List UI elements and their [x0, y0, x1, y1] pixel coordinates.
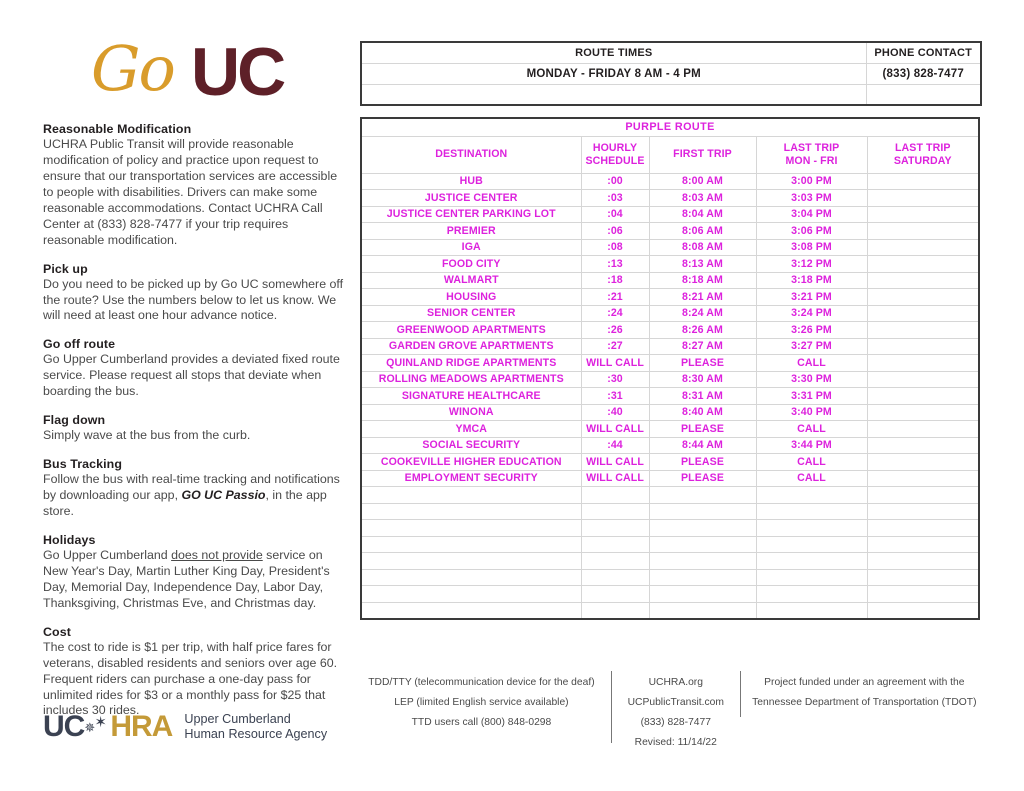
cell-last-trip-mon-fri: 3:08 PM [756, 239, 867, 256]
column-header-last-trip-saturday: LAST TRIP SATURDAY [867, 136, 979, 173]
empty-cell [756, 586, 867, 603]
cell-first-trip: 8:24 AM [649, 305, 756, 322]
star-icon-small: ✵ [84, 720, 96, 736]
cell-first-trip: PLEASE [649, 454, 756, 471]
empty-cell [361, 520, 581, 537]
empty-cell [649, 503, 756, 520]
cell-last-trip-saturday [867, 421, 979, 438]
footer-line: LEP (limited English service available) [394, 697, 569, 709]
empty-cell [361, 536, 581, 553]
route-times-value: MONDAY - FRIDAY 8 AM - 4 PM [361, 63, 866, 84]
footer [360, 671, 980, 753]
cell-destination: SIGNATURE HEALTHCARE [361, 388, 581, 405]
cell-destination: WINONA [361, 404, 581, 421]
purple-route-title: PURPLE ROUTE [361, 118, 979, 136]
footer-line: TDD/TTY (telecommunication device for the deaf) [368, 677, 595, 688]
cell-destination: SOCIAL SECURITY [361, 437, 581, 454]
cell-hourly-schedule: :27 [581, 338, 649, 355]
section-bus-tracking [43, 457, 345, 520]
cell-hourly-schedule: :18 [581, 272, 649, 289]
cell-first-trip: 8:00 AM [649, 173, 756, 190]
schedule-column [360, 41, 980, 620]
cell-first-trip: 8:27 AM [649, 338, 756, 355]
holidays-text-post: service on New Year's Day, Martin Luther King Day, President's Day, Memorial Day, Independence Day, Labor Day, Thanksgiving, Christmas Eve, and Christmas day. [43, 547, 330, 610]
cell-destination: PREMIER [361, 223, 581, 240]
cell-last-trip-saturday [867, 470, 979, 487]
table-row-empty [361, 569, 979, 586]
cell-last-trip-saturday [867, 173, 979, 190]
empty-cell [649, 586, 756, 603]
section-body [43, 548, 345, 612]
section-heading: Pick up [43, 261, 88, 276]
cell-last-trip-saturday [867, 223, 979, 240]
cell-hourly-schedule: WILL CALL [581, 470, 649, 487]
table-row [361, 190, 979, 207]
table-row [361, 454, 979, 471]
column-header-hourly-schedule: HOURLY SCHEDULE [581, 136, 649, 173]
cell-last-trip-mon-fri: CALL [756, 355, 867, 372]
star-icon [84, 714, 110, 740]
section-holidays [43, 533, 345, 612]
table-row-empty [361, 520, 979, 537]
cell-destination: QUINLAND RIDGE APARTMENTS [361, 355, 581, 372]
cell-destination: JUSTICE CENTER PARKING LOT [361, 206, 581, 223]
cell-first-trip: PLEASE [649, 421, 756, 438]
cell-first-trip: 8:03 AM [649, 190, 756, 207]
empty-cell [866, 84, 981, 105]
footer-line: Tennessee Department of Transportation (TDOT) [752, 697, 977, 709]
empty-cell [756, 487, 867, 504]
cell-first-trip: 8:04 AM [649, 206, 756, 223]
footer-phone: (833) 828-7477 [640, 717, 711, 729]
cell-hourly-schedule: :08 [581, 239, 649, 256]
cell-destination: ROLLING MEADOWS APARTMENTS [361, 371, 581, 388]
table-row [361, 404, 979, 421]
column-header-first-trip: FIRST TRIP [649, 136, 756, 173]
cell-first-trip: 8:13 AM [649, 256, 756, 273]
cell-first-trip: 8:30 AM [649, 371, 756, 388]
purple-route-schedule-table [360, 117, 980, 620]
cell-last-trip-mon-fri: 3:31 PM [756, 388, 867, 405]
cell-first-trip: 8:40 AM [649, 404, 756, 421]
empty-cell [756, 536, 867, 553]
cell-last-trip-saturday [867, 322, 979, 339]
table-row [361, 437, 979, 454]
footer-divider [611, 671, 612, 743]
table-row [361, 173, 979, 190]
empty-cell [867, 503, 979, 520]
cell-last-trip-mon-fri: 3:18 PM [756, 272, 867, 289]
cell-first-trip: 8:18 AM [649, 272, 756, 289]
cell-destination: JUSTICE CENTER [361, 190, 581, 207]
cell-hourly-schedule: WILL CALL [581, 454, 649, 471]
empty-cell [361, 503, 581, 520]
cell-destination: SENIOR CENTER [361, 305, 581, 322]
cell-last-trip-mon-fri: 3:30 PM [756, 371, 867, 388]
empty-cell [581, 503, 649, 520]
phone-contact-label: PHONE CONTACT [866, 42, 981, 63]
cell-last-trip-saturday [867, 289, 979, 306]
table-row [361, 305, 979, 322]
cell-hourly-schedule: WILL CALL [581, 355, 649, 372]
table-row [361, 272, 979, 289]
uchra-logo [43, 712, 327, 742]
cell-last-trip-mon-fri: 3:26 PM [756, 322, 867, 339]
table-row-empty [361, 503, 979, 520]
cell-last-trip-saturday [867, 338, 979, 355]
cell-last-trip-mon-fri: 3:04 PM [756, 206, 867, 223]
agency-line-1: Upper Cumberland [184, 712, 291, 726]
section-pick-up [43, 262, 345, 325]
go-uc-logo-uc-text: UC [191, 34, 284, 110]
cell-hourly-schedule: :03 [581, 190, 649, 207]
cell-last-trip-saturday [867, 206, 979, 223]
bus-tracking-text-pre: Follow the bus with real-time tracking and notifications by downloading our app, [43, 472, 340, 503]
cell-last-trip-saturday [867, 190, 979, 207]
cell-last-trip-mon-fri: CALL [756, 421, 867, 438]
footer-website-ucpublictransit: UCPublicTransit.com [627, 697, 724, 709]
uchra-logo-hra-text: HRA [110, 710, 173, 744]
table-row [361, 421, 979, 438]
go-uc-logo-go-text: Go [91, 32, 174, 105]
empty-cell [361, 487, 581, 504]
section-cost [43, 625, 345, 720]
empty-cell [581, 602, 649, 619]
cell-last-trip-mon-fri: 3:00 PM [756, 173, 867, 190]
cell-hourly-schedule: :06 [581, 223, 649, 240]
empty-cell [756, 602, 867, 619]
table-row-empty [361, 536, 979, 553]
table-row [361, 239, 979, 256]
star-icon-large: ✶ [94, 714, 107, 732]
agency-line-2: Human Resource Agency [184, 727, 328, 742]
column-header-last-trip-mon-fri: LAST TRIP MON - FRI [756, 136, 867, 173]
cell-first-trip: 8:06 AM [649, 223, 756, 240]
footer-line: TTD users call (800) 848-0298 [411, 717, 552, 729]
section-body [43, 472, 345, 520]
empty-cell [361, 602, 581, 619]
cell-hourly-schedule: :30 [581, 371, 649, 388]
footer-divider [740, 671, 741, 717]
table-row-empty [361, 602, 979, 619]
cell-hourly-schedule: :40 [581, 404, 649, 421]
holidays-underlined-phrase: does not provide [171, 547, 263, 562]
table-row [361, 371, 979, 388]
empty-cell [649, 487, 756, 504]
footer-line: Project funded under an agreement with the [764, 677, 965, 688]
section-go-off-route [43, 337, 345, 400]
cell-first-trip: 8:26 AM [649, 322, 756, 339]
empty-cell [756, 569, 867, 586]
table-row [361, 338, 979, 355]
section-heading: Cost [43, 624, 71, 639]
empty-cell [649, 602, 756, 619]
uchra-logo-uc-text: UC [43, 710, 85, 744]
empty-cell [649, 553, 756, 570]
table-row [361, 388, 979, 405]
table-row-header [361, 136, 979, 173]
empty-cell [756, 503, 867, 520]
cell-last-trip-mon-fri: 3:12 PM [756, 256, 867, 273]
bus-tracking-text-post: , in the app store. [43, 488, 327, 518]
table-row-empty [361, 553, 979, 570]
column-header-destination: DESTINATION [361, 136, 581, 173]
section-reasonable-modification [43, 122, 345, 249]
empty-cell [867, 602, 979, 619]
section-heading: Holidays [43, 532, 96, 547]
cell-last-trip-saturday [867, 388, 979, 405]
app-name-emphasis: GO UC Passio [181, 488, 266, 503]
cell-last-trip-saturday [867, 305, 979, 322]
empty-cell [649, 569, 756, 586]
footer-funding-notice [749, 671, 980, 713]
table-row [361, 42, 981, 63]
cell-last-trip-saturday [867, 437, 979, 454]
section-heading: Flag down [43, 413, 106, 428]
cell-destination: IGA [361, 239, 581, 256]
cell-last-trip-mon-fri: CALL [756, 454, 867, 471]
cell-hourly-schedule: :21 [581, 289, 649, 306]
cell-destination: FOOD CITY [361, 256, 581, 273]
cell-destination: COOKEVILLE HIGHER EDUCATION [361, 454, 581, 471]
section-heading: Bus Tracking [43, 457, 123, 472]
empty-cell [649, 520, 756, 537]
table-row [361, 256, 979, 273]
empty-cell [867, 569, 979, 586]
cell-last-trip-mon-fri: 3:27 PM [756, 338, 867, 355]
cell-last-trip-saturday [867, 355, 979, 372]
section-body: Simply wave at the bus from the curb. [43, 428, 251, 443]
empty-cell [581, 536, 649, 553]
table-row [361, 322, 979, 339]
cell-destination: HUB [361, 173, 581, 190]
cell-destination: WALMART [361, 272, 581, 289]
cell-hourly-schedule: :31 [581, 388, 649, 405]
phone-contact-value: (833) 828-7477 [866, 63, 981, 84]
cell-last-trip-mon-fri: CALL [756, 470, 867, 487]
cell-destination: GARDEN GROVE APARTMENTS [361, 338, 581, 355]
cell-last-trip-mon-fri: 3:06 PM [756, 223, 867, 240]
cell-hourly-schedule: :26 [581, 322, 649, 339]
cell-destination: YMCA [361, 421, 581, 438]
uchra-logo-agency-name [184, 712, 327, 742]
cell-last-trip-saturday [867, 454, 979, 471]
cell-first-trip: 8:08 AM [649, 239, 756, 256]
empty-cell [581, 520, 649, 537]
footer-website-uchra: UCHRA.org [648, 677, 703, 688]
section-heading: Reasonable Modification [43, 122, 192, 136]
table-row [361, 355, 979, 372]
empty-cell [867, 553, 979, 570]
section-body: Go Upper Cumberland provides a deviated fixed route service. Please request all stops that deviate when boarding the bus. [43, 352, 340, 399]
empty-cell [867, 586, 979, 603]
cell-first-trip: 8:21 AM [649, 289, 756, 306]
cell-last-trip-mon-fri: 3:03 PM [756, 190, 867, 207]
cell-hourly-schedule: :24 [581, 305, 649, 322]
cell-last-trip-saturday [867, 371, 979, 388]
route-times-header-table [360, 41, 982, 106]
table-row [361, 63, 981, 84]
cell-last-trip-saturday [867, 239, 979, 256]
empty-cell [581, 487, 649, 504]
cell-first-trip: 8:44 AM [649, 437, 756, 454]
cell-last-trip-saturday [867, 272, 979, 289]
cell-last-trip-mon-fri: 3:24 PM [756, 305, 867, 322]
empty-cell [867, 536, 979, 553]
empty-cell [581, 586, 649, 603]
table-row-title [361, 118, 979, 136]
cell-destination: HOUSING [361, 289, 581, 306]
table-row [361, 289, 979, 306]
table-row [361, 206, 979, 223]
cell-hourly-schedule: :44 [581, 437, 649, 454]
footer-revised-date: Revised: 11/14/22 [634, 737, 717, 749]
empty-cell [756, 520, 867, 537]
table-row-empty [361, 487, 979, 504]
cell-first-trip: PLEASE [649, 355, 756, 372]
cell-last-trip-saturday [867, 256, 979, 273]
empty-cell [361, 586, 581, 603]
cell-hourly-schedule: WILL CALL [581, 421, 649, 438]
cell-destination: GREENWOOD APARTMENTS [361, 322, 581, 339]
table-row [361, 84, 981, 105]
route-times-label: ROUTE TIMES [361, 42, 866, 63]
empty-cell [361, 569, 581, 586]
empty-cell [867, 487, 979, 504]
table-row [361, 470, 979, 487]
section-flag-down [43, 413, 345, 444]
empty-cell [756, 553, 867, 570]
table-row [361, 223, 979, 240]
cell-hourly-schedule: :04 [581, 206, 649, 223]
cell-last-trip-mon-fri: 3:21 PM [756, 289, 867, 306]
empty-cell [649, 536, 756, 553]
cell-destination: EMPLOYMENT SECURITY [361, 470, 581, 487]
section-body: Do you need to be picked up by Go UC somewhere off the route? Use the numbers below to let us know. We will need at least one hour advance notice. [43, 276, 344, 323]
cell-last-trip-saturday [867, 404, 979, 421]
cell-last-trip-mon-fri: 3:40 PM [756, 404, 867, 421]
empty-cell [581, 569, 649, 586]
cell-last-trip-mon-fri: 3:44 PM [756, 437, 867, 454]
empty-cell [581, 553, 649, 570]
section-heading: Go off route [43, 337, 116, 352]
empty-cell [867, 520, 979, 537]
empty-cell [361, 553, 581, 570]
cell-first-trip: PLEASE [649, 470, 756, 487]
go-uc-logo [43, 32, 345, 110]
section-body: UCHRA Public Transit will provide reasonable modification of policy and practice upon request to ensure that our transportation services are accessible to people with disabilities. Drivers can make some reasonable accommodations. Contact UCHRA Call Center at (833) 828-7477 if your trip requires reasonable modification. [43, 137, 338, 247]
holidays-text-pre: Go Upper Cumberland [43, 547, 172, 562]
cell-first-trip: 8:31 AM [649, 388, 756, 405]
empty-cell [361, 84, 866, 105]
cell-hourly-schedule: :00 [581, 173, 649, 190]
table-row-empty [361, 586, 979, 603]
footer-contact-info [620, 671, 732, 753]
section-body: The cost to ride is $1 per trip, with half price fares for veterans, disabled residents and seniors over age 60. Frequent riders can purchase a one-day pass for unlimited rides for $3 or a monthly pass for $25 that includes 30 rides. [43, 639, 338, 718]
footer-accessibility-info [360, 671, 603, 733]
cell-hourly-schedule: :13 [581, 256, 649, 273]
